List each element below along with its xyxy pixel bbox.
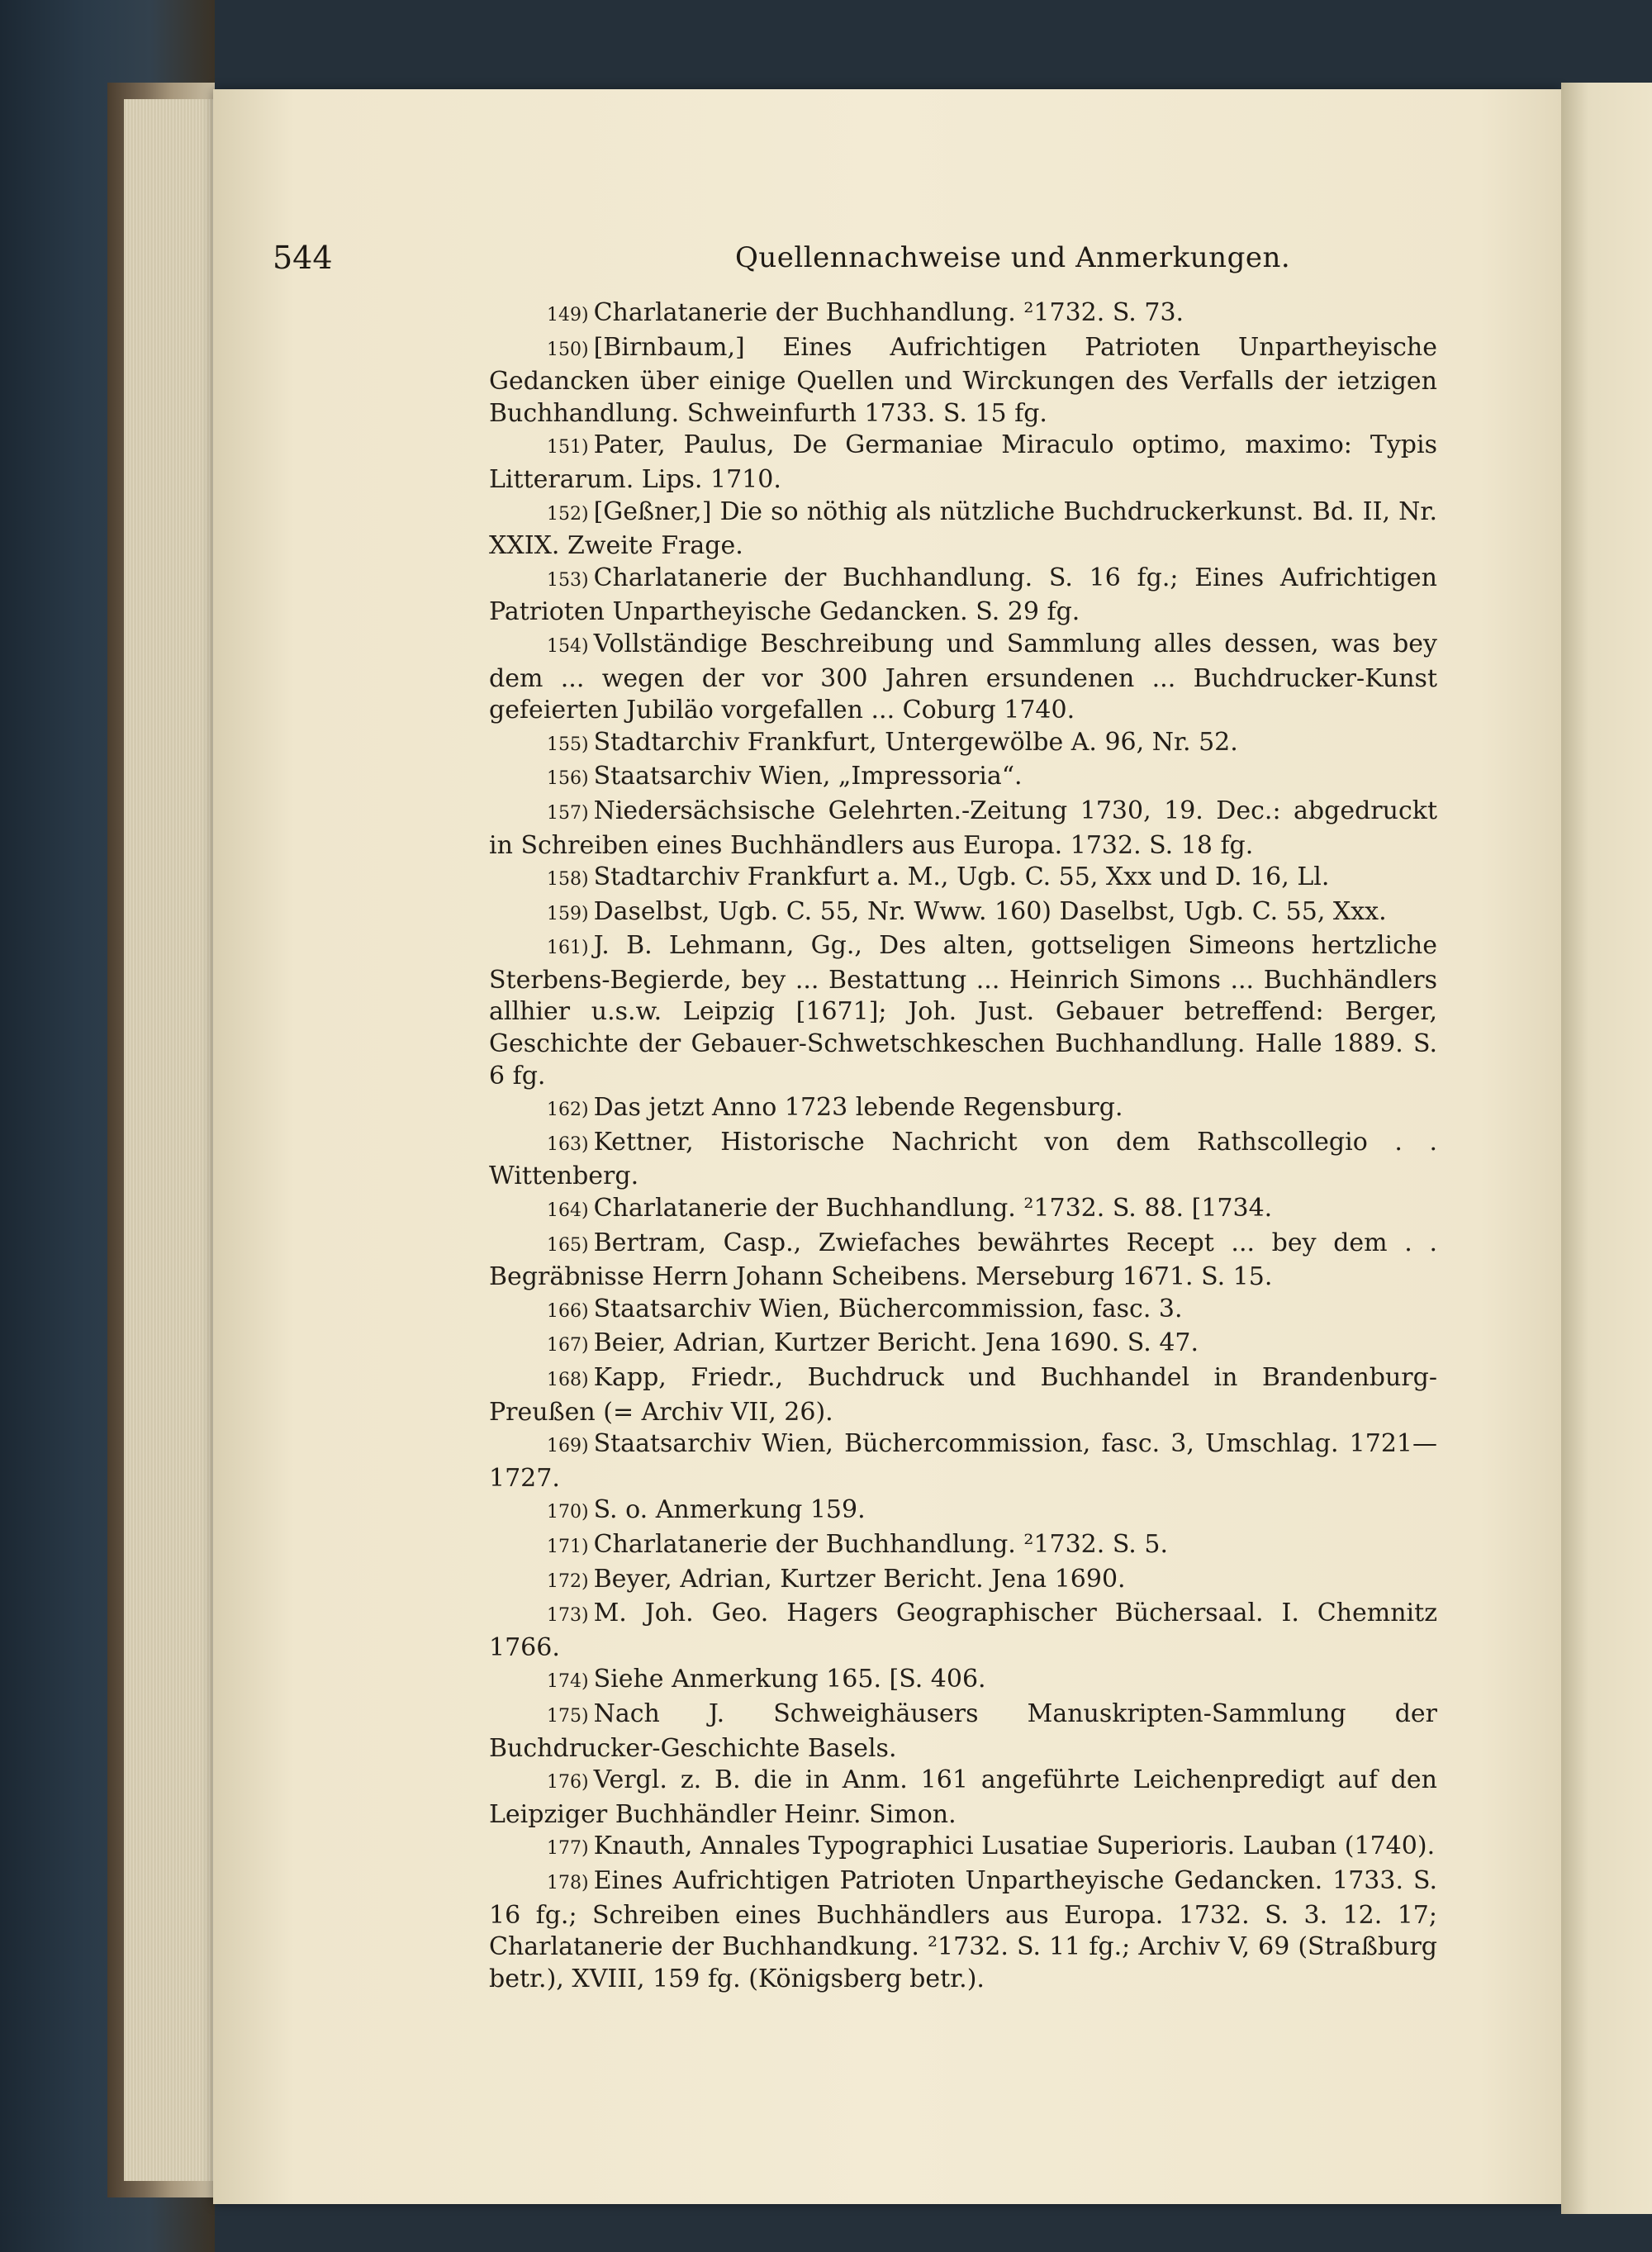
note-item: [489, 896, 1437, 931]
note-number: 155): [547, 734, 589, 755]
note-item: [489, 1362, 1437, 1428]
note-text: Niedersächsische Gelehrten.-Zeitung 1730, 19. Dec.: abgedruckt in Schreiben eines Buchhändlers aus Europa. 1732. S. 18 fg.: [489, 796, 1437, 860]
note-number: 154): [547, 635, 589, 657]
note-item: [489, 1765, 1437, 1831]
note-text: Bertram, Casp., Zwiefaches bewährtes Recept ... bey dem . . Begräbnisse Herrn Johann Scheibens. Merseburg 1671. S. 15.: [489, 1228, 1437, 1292]
note-item: [489, 1294, 1437, 1328]
note-item: [489, 1865, 1437, 1995]
page-edges: [124, 99, 215, 2181]
note-item: [489, 761, 1437, 796]
note-item: [489, 430, 1437, 496]
note-text: Staatsarchiv Wien, „Impressoria“.: [593, 762, 1023, 791]
note-text: Das jetzt Anno 1723 lebende Regensburg.: [593, 1093, 1123, 1123]
note-number: 167): [547, 1335, 589, 1356]
note-number: 163): [547, 1133, 589, 1155]
note-number: 153): [547, 569, 589, 591]
running-title: Quellennachweise und Anmerkungen.: [735, 241, 1291, 274]
note-item: [489, 1564, 1437, 1599]
note-text: [Birnbaum,] Eines Aufrichtigen Patrioten Unpartheyische Gedancken über einige Quellen und Wirckungen des Verfalls der ietzigen Buchhandlung. Schweinfurth 1733. S. 15 fg.: [489, 332, 1437, 428]
page-header: [273, 240, 1429, 283]
note-item: [489, 1664, 1437, 1699]
note-text: Kapp, Friedr., Buchdruck und Buchhandel in Brandenburg-Preußen (= Archiv VII, 26).: [489, 1363, 1437, 1427]
note-text: Stadtarchiv Frankfurt a. M., Ugb. C. 55, Xxx und D. 16, Ll.: [593, 862, 1330, 892]
note-number: 156): [547, 768, 589, 790]
note-number: 166): [547, 1300, 589, 1322]
note-number: 170): [547, 1502, 589, 1523]
note-item: [489, 332, 1437, 430]
note-text: Charlatanerie der Buchhandlung. ²1732. S. 88. [1734.: [593, 1194, 1273, 1223]
note-item: [489, 1598, 1437, 1664]
note-number: 168): [547, 1370, 589, 1390]
note-number: 158): [547, 869, 589, 891]
note-text: [Geßner,] Die so nöthig als nützliche Buchdruckerkunst. Bd. II, Nr. XXIX. Zweite Frage.: [489, 496, 1437, 561]
note-number: 162): [547, 1100, 589, 1121]
note-number: 151): [547, 437, 589, 458]
note-text: Daselbst, Ugb. C. 55, Nr. Www. 160) Daselbst, Ugb. C. 55, Xxx.: [593, 896, 1387, 926]
note-item: [489, 297, 1437, 332]
note-text: Vollständige Beschreibung und Sammlung alles dessen, was bey dem ... wegen der vor 300 Jahren ersundenen ... Buchdrucker-Kunst gefeierten Jubiläo vorgefallen ... Coburg 1740.: [489, 629, 1437, 725]
note-number: 159): [547, 903, 589, 924]
note-number: 169): [547, 1436, 589, 1457]
note-text: Pater, Paulus, De Germaniae Miraculo optimo, maximo: Typis Litterarum. Lips. 1710.: [489, 430, 1437, 494]
note-item: [489, 862, 1437, 896]
note-item: [489, 930, 1437, 1092]
note-item: [489, 1529, 1437, 1564]
note-number: 164): [547, 1200, 589, 1222]
note-number: 150): [547, 339, 589, 360]
note-text: Beyer, Adrian, Kurtzer Bericht. Jena 1690.: [593, 1564, 1126, 1594]
note-item: [489, 1193, 1437, 1228]
note-number: 172): [547, 1570, 589, 1592]
note-text: Charlatanerie der Buchhandlung. ²1732. S. 73.: [593, 298, 1184, 327]
note-number: 173): [547, 1605, 589, 1627]
note-text: Staatsarchiv Wien, Büchercommission, fasc. 3.: [593, 1294, 1183, 1323]
note-text: Stadtarchiv Frankfurt, Untergewölbe A. 96, Nr. 52.: [593, 727, 1238, 757]
note-item: [489, 1699, 1437, 1765]
note-number: 165): [547, 1234, 589, 1256]
note-item: [489, 629, 1437, 727]
note-text: Nach J. Schweighäusers Manuskripten-Sammlung der Buchdrucker-Geschichte Basels.: [489, 1699, 1437, 1763]
note-item: [489, 1092, 1437, 1127]
note-text: Charlatanerie der Buchhandlung. ²1732. S. 5.: [593, 1529, 1168, 1559]
note-item: [489, 1494, 1437, 1529]
note-item: [489, 1328, 1437, 1362]
note-number: 149): [547, 305, 589, 325]
note-item: [489, 1228, 1437, 1294]
note-text: Knauth, Annales Typographici Lusatiae Superioris. Lauban (1740).: [593, 1832, 1436, 1861]
notes-list: [489, 297, 1437, 1995]
note-text: Beier, Adrian, Kurtzer Bericht. Jena 1690. S. 47.: [593, 1328, 1199, 1358]
note-number: 171): [547, 1536, 589, 1557]
note-text: J. B. Lehmann, Gg., Des alten, gottseligen Simeons hertzliche Sterbens-Begierde, bey ... Bestattung ... Heinrich Simons ... Buchhändlers allhier u.s.w. Leipzig [1671]; Joh. Just. Gebauer betreffend: Berger, Geschichte der Gebauer-Schwetschkeschen Buchhandlung. Halle 1889. S. 6 fg.: [489, 931, 1437, 1090]
note-item: [489, 496, 1437, 563]
note-number: 174): [547, 1671, 589, 1693]
note-text: M. Joh. Geo. Hagers Geographischer Büchersaal. I. Chemnitz 1766.: [489, 1599, 1437, 1662]
facing-page-edge: [1561, 83, 1652, 2214]
note-number: 175): [547, 1705, 589, 1727]
note-text: S. o. Anmerkung 159.: [593, 1495, 866, 1525]
note-text: Charlatanerie der Buchhandlung. S. 16 fg.; Eines Aufrichtigen Patrioten Unpartheyische Gedancken. S. 29 fg.: [489, 563, 1437, 627]
note-item: [489, 1428, 1437, 1494]
note-item: [489, 796, 1437, 862]
page-number: 544: [273, 240, 333, 276]
note-number: 157): [547, 802, 589, 824]
note-item: [489, 1831, 1437, 1865]
note-item: [489, 727, 1437, 762]
note-text: Kettner, Historische Nachricht von dem Rathscollegio . . Wittenberg.: [489, 1127, 1437, 1191]
note-text: Eines Aufrichtigen Patrioten Unpartheyische Gedancken. 1733. S. 16 fg.; Schreiben eines Buchhändlers aus Europa. 1732. S. 3. 12. 17; Charlatanerie der Buchhandkung. ²1732. S. 11 fg.; Archiv V, 69 (Straßburg betr.), XVIII, 159 fg. (Königsberg betr.).: [489, 1865, 1437, 1993]
note-text: Staatsarchiv Wien, Büchercommission, fasc. 3, Umschlag. 1721—1727.: [489, 1429, 1437, 1493]
note-number: 152): [547, 503, 589, 525]
note-item: [489, 1127, 1437, 1193]
note-text: Vergl. z. B. die in Anm. 161 angeführte Leichenpredigt auf den Leipziger Buchhändler Heinr. Simon.: [489, 1765, 1437, 1829]
note-number: 178): [547, 1872, 589, 1893]
note-number: 161): [547, 938, 589, 959]
note-number: 176): [547, 1772, 589, 1794]
note-number: 177): [547, 1838, 589, 1860]
note-text: Siehe Anmerkung 165. [S. 406.: [593, 1665, 986, 1694]
note-item: [489, 563, 1437, 629]
